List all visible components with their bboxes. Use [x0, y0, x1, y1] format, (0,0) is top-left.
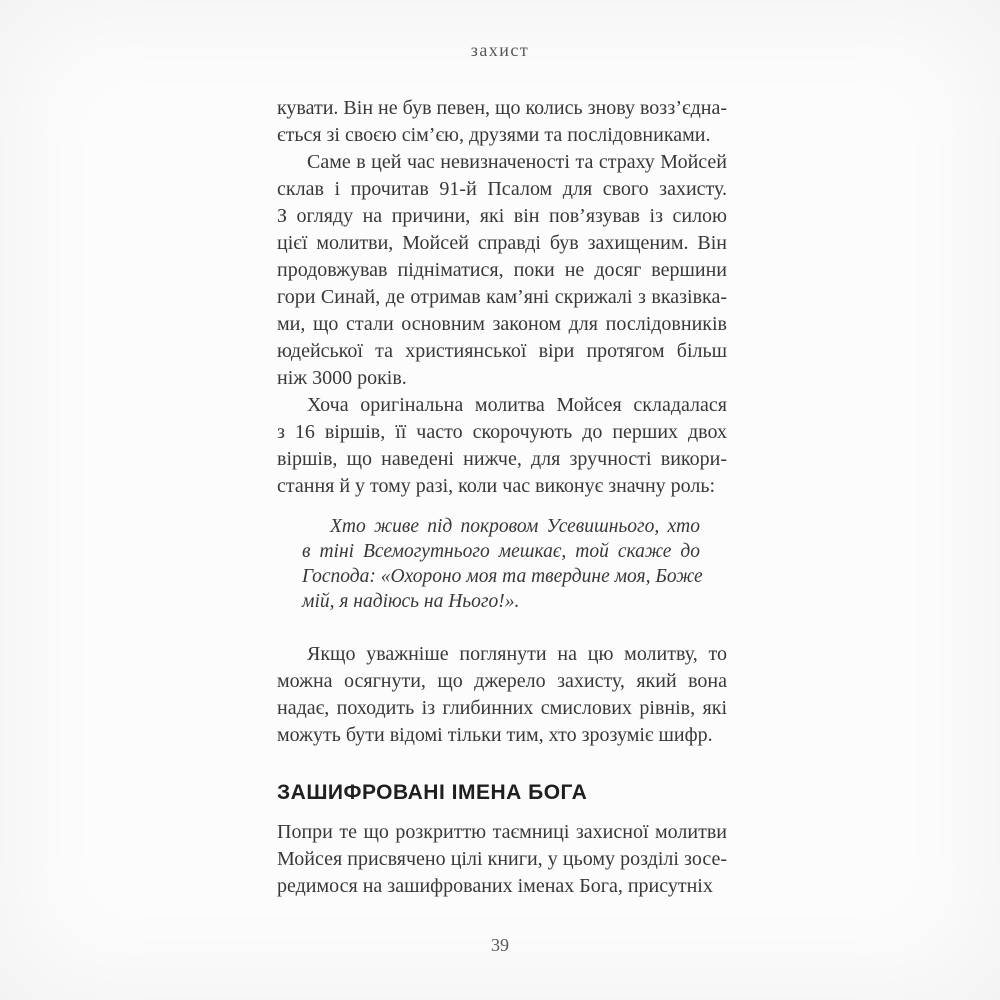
- text-line: стання й у тому разі, коли час виконує значну роль:: [277, 475, 716, 497]
- text-line: Хто живе під покровом Усевишнього, хто: [330, 516, 700, 537]
- text-line: можуть бути відомі тільки тим, хто зрозуміє шифр.: [277, 724, 713, 746]
- text-line: з 16 віршів, її часто скорочують до перших двох: [277, 421, 727, 443]
- text-line: ється зі своєю сім’єю, друзями та послідовниками.: [277, 124, 711, 146]
- text-line: мій, я надіюсь на Нього!».: [302, 591, 520, 612]
- text-line: в тіні Всемогутнього мешкає, той скаже до: [302, 541, 700, 562]
- text-line: З огляду на причини, які він пов’язував із силою: [277, 205, 727, 227]
- text-line: віршів, що наведені нижче, для зручності викори-: [277, 448, 727, 470]
- text-line: надає, походить із глибинних смислових рівнів, які: [277, 697, 727, 719]
- section-heading: ЗАШИФРОВАНІ ІМЕНА БОГА: [277, 781, 588, 804]
- text-line: кувати. Він не був певен, що колись знову возз’єдна-: [277, 97, 727, 119]
- text-line: цієї молитви, Мойсей справді був захищеним. Він: [277, 232, 727, 254]
- text-line: Мойсея присвячено цілі книги, у цьому розділі зосе-: [277, 848, 727, 870]
- text-line: юдейської та християнської віри протягом більш: [277, 340, 727, 362]
- text-line: Хоча оригінальна молитва Мойсея складалася: [307, 394, 727, 416]
- psalm-quote: [302, 514, 703, 614]
- page-number: 39: [491, 935, 509, 955]
- body-paragraph: [277, 95, 727, 149]
- text-line: ніж 3000 років.: [277, 367, 407, 389]
- body-paragraph: [277, 819, 727, 900]
- running-head: захист: [470, 40, 530, 60]
- text-line: Попри те що розкриттю таємниці захисної молитви: [277, 821, 727, 843]
- text-line: склав і прочитав 91-й Псалом для свого захисту.: [277, 178, 727, 200]
- text-line: продовжував підніматися, поки не досяг вершини: [277, 259, 727, 281]
- body-paragraph: [277, 392, 727, 500]
- body-paragraph: [277, 641, 727, 749]
- text-line: гори Синай, де отримав кам’яні скрижалі з вказівка-: [277, 286, 727, 308]
- text-line: ми, що стали основним законом для послідовників: [277, 313, 727, 335]
- text-line: Саме в цей час невизначеності та страху Мойсей: [307, 151, 727, 173]
- body-paragraph: [277, 149, 727, 392]
- text-line: можна осягнути, що джерело захисту, який вона: [277, 670, 727, 692]
- text-line: редимося на зашифрованих іменах Бога, присутніх: [277, 875, 713, 897]
- text-line: Господа: «Охороно моя та твердине моя, Боже: [302, 566, 703, 587]
- text-line: Якщо уважніше поглянути на цю молитву, то: [307, 643, 727, 665]
